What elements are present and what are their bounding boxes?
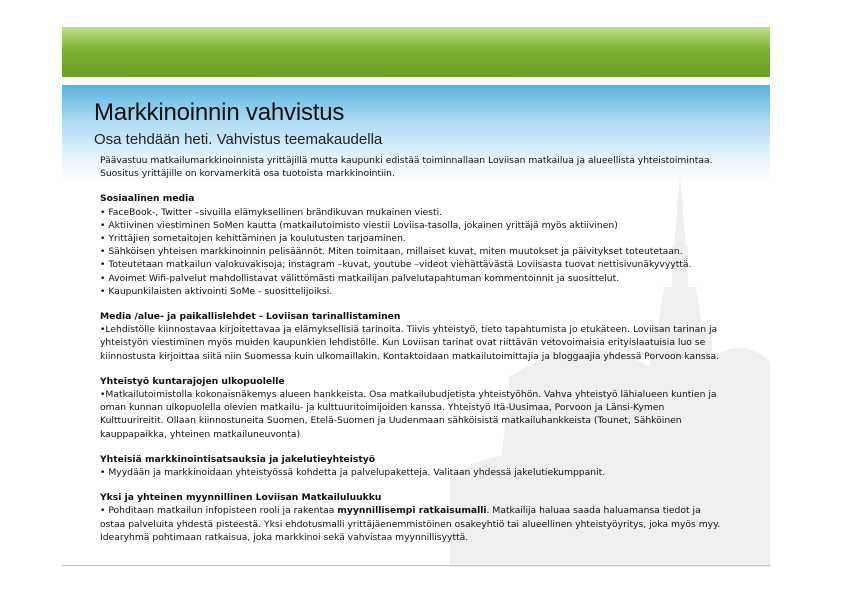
common-line-bold: myynnillisempi ratkaisumalli	[337, 505, 487, 517]
list-item: • Kaupunkilaisten aktivointi SoMe - suosittelijoiksi.	[100, 285, 333, 297]
page-subtitle: Osa tehdään heti. Vahvistus teemakaudella	[94, 131, 383, 148]
list-item: • Sähköisen yhteisen markkinoinnin pelisäännöt. Miten toimitaan, millaiset kuvat, miten muutokset ja päivitykset toteutetaan.	[100, 246, 683, 258]
list-item: • Yrittäjien sometaitojen kehittäminen ja koulutusten tarjoaminen.	[100, 233, 406, 245]
cooperation-line: •Matkailutoimistolla kokonaisnäkemys alueen hankkeista. Osa matkailubudjetista yhteistyöhön. Vahva yhteistyö lähialueen kuntien ja	[100, 389, 717, 401]
cooperation-line: kauppapaikka, yhteinen matkailuneuvonta)	[100, 428, 301, 440]
campaigns-line: • Myydään ja markkinoidaan yhteistyössä kohdetta ja palvelupaketteja. Valitaan yhdessä jakelutiekumppanit.	[100, 467, 606, 479]
media-heading: Media /alue- ja paikallislehdet - Loviisan tarinallistaminen	[100, 311, 401, 323]
media-line: yhteistyön viestiminen myös muiden kaupunkien lehdistölle. Kun Loviisan tarinat ovat riittävän vetovoimaisia erityislaatuisia luo se	[100, 337, 706, 349]
common-line-text: • Pohditaan matkailun infopisteen rooli ja rakentaa	[100, 505, 338, 517]
list-item: • Avoimet Wifi-palvelut mahdollistavat välittömästi matkailijan palvelutapahtuman kommentoinnit ja suosittelut.	[100, 272, 620, 284]
cooperation-line: Kulttuurireitit. Ollaan kiinnostuneita Suomen, Etelä-Suomen ja Uudenmaan sähköisistä matkailuhankkeista (Tounet, Sähköinen	[100, 415, 682, 427]
intro-line: Suositus yrittäjille on korvamerkitä osa tuotoista markkinointiin.	[100, 168, 395, 180]
common-line-text: . Matkailija haluaa saada haluamansa tiedot ja	[486, 505, 701, 517]
cooperation-line: oman kunnan ulkopuolella olevien matkailu- ja kulttuuritoimijoiden kanssa. Yhteistyö Itä-Uusimaa, Porvoon ja Länsi-Kymen	[100, 402, 665, 414]
content-body	[100, 154, 745, 544]
list-item: • Aktiivinen viestiminen SoMen kautta (matkailutoimisto viestii Loviisa-tasolla, jokainen yrittäjä myös aktiivinen)	[100, 219, 618, 231]
page-title: Markkinoinnin vahvistus	[94, 99, 345, 126]
media-line: kiinnostusta kirjoittaa siitä niin Suomessa kuin ulkomaillakin. Kontaktoidaan matkailutoimittajia ja bloggaajia yhdessä Porvoon kanssa.	[100, 350, 720, 362]
common-heading: Yksi ja yhteinen myynnillinen Loviisan Matkailuluukku	[100, 492, 382, 504]
campaigns-heading: Yhteisiä markkinointisatsauksia ja jakelutieyhteistyö	[100, 453, 376, 465]
footer-divider	[62, 565, 770, 566]
intro-line: Päävastuu matkailumarkkinoinnista yrittäjillä mutta kaupunki edistää toiminnallaan Loviisan matkailua ja alueellista yhteistoimintaa.	[100, 155, 713, 166]
slide	[62, 27, 770, 567]
media-line: •Lehdistölle kiinnostavaa kirjoitettavaa ja elämyksellisiä tarinoita. Tiivis yhteistyö, tieto tapahtumista jo etukäteen. Loviisan tarinan ja	[100, 324, 718, 336]
header-green-band	[62, 27, 770, 77]
common-line: Idearyhmä pohtimaan ratkaisua, joka markkinoi sekä vahvistaa myynnillisyyttä.	[100, 531, 469, 543]
social-list	[100, 206, 745, 298]
cooperation-heading: Yhteistyö kuntarajojen ulkopuolelle	[100, 375, 285, 387]
list-item: • Toteutetaan matkailun valokuvakisoja; instagram –kuvat, youtube –videot viehättävästä Loviisasta tuovat nettisivunäkyvyyttä.	[100, 259, 692, 271]
common-line: ostaa palveluita yhdestä pisteestä. Yksi ehdotusmalli yrittäjäenemmistöinen osakeyhtiö tai alueellinen yhteistyöyritys, joka myös myy.	[100, 518, 721, 530]
social-heading: Sosiaalinen media	[100, 193, 195, 205]
list-item: • FaceBook-, Twitter –sivuilla elämyksellinen brändikuvan mukainen viesti.	[100, 206, 443, 218]
common-line	[100, 504, 745, 517]
